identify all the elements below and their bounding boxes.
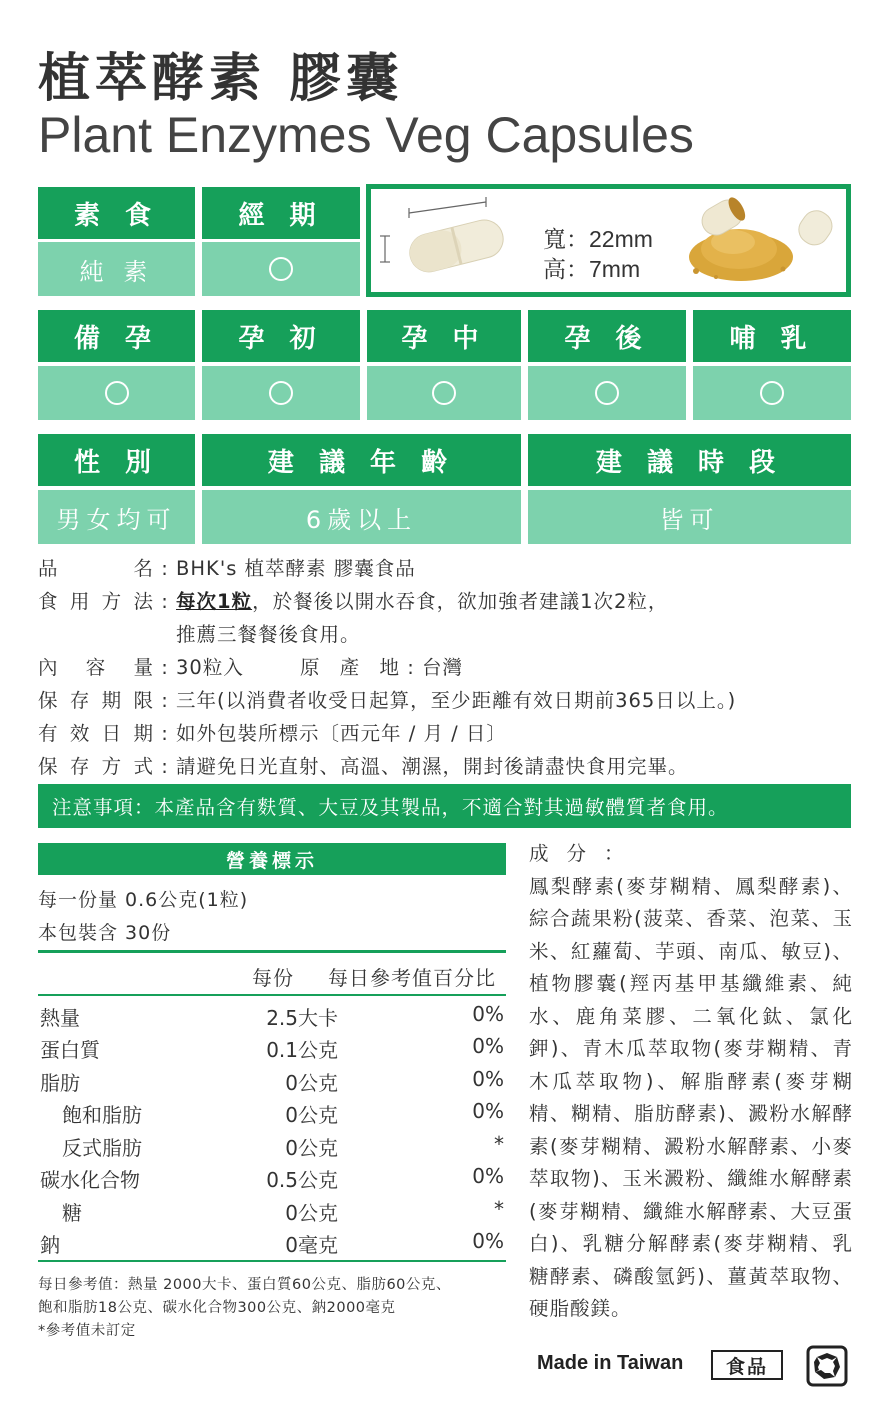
recycle-icon <box>806 1345 848 1387</box>
nutrition-row: 飽和脂肪 0公克 0% <box>62 1099 504 1127</box>
food-mark-box: 食品 <box>711 1350 783 1380</box>
nutrition-rule-bottom <box>38 1260 506 1262</box>
gender-header: 性 別 <box>38 434 195 486</box>
circle-mark-icon <box>760 381 784 405</box>
circle-mark-icon <box>432 381 456 405</box>
circle-mark-icon <box>105 381 129 405</box>
circle-mark-icon <box>269 381 293 405</box>
ingredients-label: 成分： <box>529 842 642 865</box>
ingredients <box>529 838 853 1326</box>
made-in-taiwan: Made in Taiwan <box>537 1352 684 1374</box>
mid-pregnancy-header: 孕 中 <box>367 310 521 362</box>
age-header: 建 議 年 齡 <box>202 434 521 486</box>
mid-pregnancy-value <box>367 366 521 420</box>
gender-value: 男女均可 <box>38 490 195 544</box>
time-value: 皆可 <box>528 490 851 544</box>
early-pregnancy-value <box>202 366 360 420</box>
nutrition-rule-top <box>38 950 506 953</box>
late-pregnancy-value <box>528 366 686 420</box>
nutrition-row: 鈉 0毫克 0% <box>40 1229 504 1257</box>
age-value: 6歲以上 <box>202 490 521 544</box>
title-english: Plant Enzymes Veg Capsules <box>38 107 694 163</box>
capsule-width: 寬：22mm <box>543 226 653 252</box>
nutrition-row: 碳水化合物 0.5公克 0% <box>40 1164 504 1192</box>
diet-value: 純 素 <box>38 242 195 296</box>
ingredients-text: 鳳梨酵素(麥芽糊精、鳳梨酵素)、綜合蔬果粉(菠菜、香菜、泡菜、玉米、紅蘿蔔、芋頭、南瓜、敏豆)、植物膠囊(羥丙基甲基纖維素、純水、鹿角菜膠、二氧化鈦、氯化鉀)、青木瓜萃取物(麥芽糊精、青木瓜萃取物)、解脂酵素(麥芽糊精、糊精、脂肪酵素)、澱粉水解酵素(麥芽糊精、澱粉水解酵素、小麥萃取物)、玉米澱粉、纖維水解酵素(麥芽糊精、纖維水解酵素、大豆蛋白)、乳糖分解酵素(麥芽糊精、乳糖酵素、磷酸氫鈣)、薑黃萃取物、硬脂酸鎂。 <box>529 874 853 1320</box>
info-capacity-origin: 內容量 : 30粒入 原產地 : 台灣 <box>38 656 464 679</box>
nutrition-row: 反式脂肪 0公克 * <box>62 1132 504 1160</box>
info-expiry: 有效日期 : 如外包裝所標示〔西元年 / 月 / 日〕 <box>38 722 507 745</box>
early-pregnancy-header: 孕 初 <box>202 310 360 362</box>
nutrition-header: 營養標示 <box>38 843 506 875</box>
nutrition-row: 蛋白質 0.1公克 0% <box>40 1034 504 1062</box>
breastfeeding-header: 哺 乳 <box>693 310 851 362</box>
period-value <box>202 242 360 296</box>
info-product-name: 品名 : BHK's 植萃酵素 膠囊食品 <box>38 557 416 580</box>
circle-mark-icon <box>595 381 619 405</box>
circle-mark-icon <box>269 257 293 281</box>
period-header: 經 期 <box>202 187 360 239</box>
nutrition-row: 脂肪 0公克 0% <box>40 1067 504 1095</box>
breastfeeding-value <box>693 366 851 420</box>
nutrition-row: 熱量 2.5大卡 0% <box>40 1002 504 1030</box>
servings-per-pack: 本包裝含 30份 <box>38 922 172 944</box>
time-header: 建 議 時 段 <box>528 434 851 486</box>
nutrition-row: 糖 0公克 * <box>62 1197 504 1225</box>
nutrition-footnote: 每日參考值：熱量 2000大卡、蛋白質60公克、脂肪60公克、 <box>38 1277 451 1293</box>
diet-header: 素 食 <box>38 187 195 239</box>
pregnancy-prep-value <box>38 366 195 420</box>
pregnancy-prep-header: 備 孕 <box>38 310 195 362</box>
info-storage: 保存方式 : 請避免日光直射、高溫、潮濕，開封後請盡快食用完畢。 <box>38 755 689 778</box>
capsule-height: 高：7mm <box>543 256 641 282</box>
capsule-dimension-box <box>366 184 851 297</box>
nutrition-footnote: *參考值未訂定 <box>38 1323 136 1339</box>
title-chinese: 植萃酵素 膠囊 <box>38 49 404 109</box>
col-daily-value: 每日參考值百分比 <box>328 966 496 990</box>
nutrition-footnote: 飽和脂肪18公克、碳水化合物300公克、鈉2000毫克 <box>38 1300 396 1316</box>
late-pregnancy-header: 孕 後 <box>528 310 686 362</box>
info-usage: 食用方法 : 每次1粒，於餐後以開水吞食，欲加強者建議1次2粒， <box>38 590 669 613</box>
serving-size: 每一份量 0.6公克(1粒) <box>38 889 249 911</box>
info-shelf-life: 保存期限 : 三年(以消費者收受日起算，至少距離有效日期前365日以上。) <box>38 689 737 712</box>
allergen-notice: 注意事項：本產品含有麩質、大豆及其製品，不適合對其過敏體質者食用。 <box>38 784 851 828</box>
nutrition-rule-mid <box>38 994 506 996</box>
col-per-serving: 每份 <box>252 966 294 990</box>
info-usage-line2: 推薦三餐餐後食用。 <box>176 623 361 646</box>
